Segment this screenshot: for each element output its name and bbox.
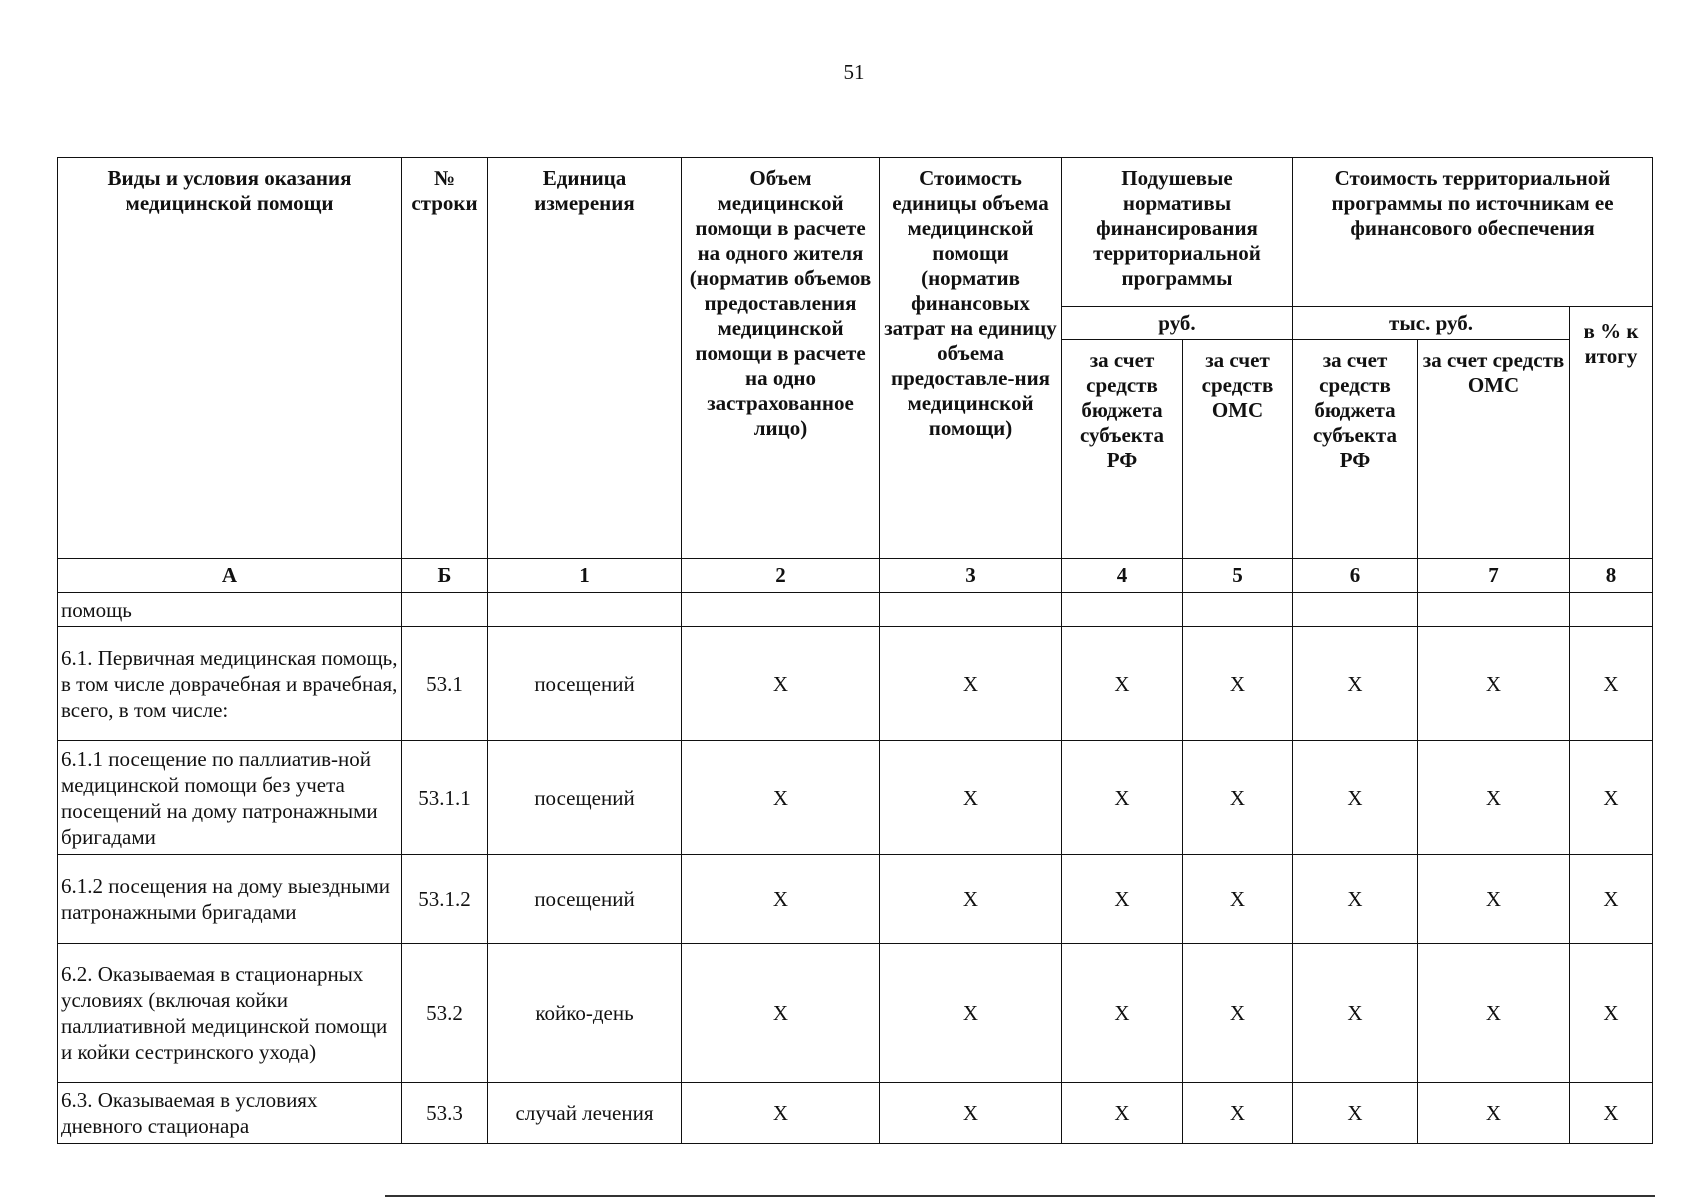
row-name: 6.1.2 посещения на дому выездными патронажными бригадами (58, 855, 402, 944)
row-value: X (682, 855, 880, 944)
row-unit: койко-день (488, 944, 682, 1083)
row-value: X (1062, 741, 1183, 855)
row-unit: посещений (488, 627, 682, 741)
row-name: 6.1. Первичная медицинская помощь, в том числе доврачебная и врачебная, всего, в том числе: (58, 627, 402, 741)
index-cell: 7 (1418, 559, 1570, 593)
row-value: X (880, 944, 1062, 1083)
header-col-7: за счет средств ОМС (1418, 340, 1570, 559)
row-value (682, 593, 880, 627)
index-cell: Б (402, 559, 488, 593)
row-value (1183, 593, 1293, 627)
header-col-b: № строки (402, 158, 488, 559)
row-value: X (682, 944, 880, 1083)
bottom-rule-divider (385, 1195, 1655, 1197)
index-cell: 5 (1183, 559, 1293, 593)
index-cell: 3 (880, 559, 1062, 593)
row-value: X (682, 1083, 880, 1144)
row-value: X (1183, 855, 1293, 944)
row-number: 53.1.2 (402, 855, 488, 944)
row-value: X (1293, 627, 1418, 741)
row-name: 6.2. Оказываемая в стационарных условиях (включая койки паллиативной медицинской помощи и койки сестринского ухода) (58, 944, 402, 1083)
header-cost-program: Стоимость территориальной программы по источникам ее финансового обеспечения (1293, 158, 1653, 307)
row-number: 53.1.1 (402, 741, 488, 855)
row-value: X (1570, 855, 1653, 944)
row-unit (488, 593, 682, 627)
row-name: 6.3. Оказываемая в условиях дневного стационара (58, 1083, 402, 1144)
row-unit: посещений (488, 855, 682, 944)
row-value: X (1418, 741, 1570, 855)
row-value: X (682, 741, 880, 855)
header-percent-total: в % к итогу (1570, 307, 1653, 559)
row-name: помощь (58, 593, 402, 627)
row-value (1062, 593, 1183, 627)
row-number: 53.1 (402, 627, 488, 741)
row-value: X (1062, 855, 1183, 944)
row-unit: посещений (488, 741, 682, 855)
row-value: X (1293, 855, 1418, 944)
table-row (58, 944, 1653, 1083)
row-value: X (880, 1083, 1062, 1144)
header-rub: руб. (1062, 307, 1293, 340)
row-value: X (1418, 627, 1570, 741)
row-number: 53.2 (402, 944, 488, 1083)
header-col-2: Объем медицинской помощи в расчете на одного жителя (норматив объемов предоставления медицинской помощи в расчете на одно застрахованное лицо) (682, 158, 880, 559)
row-value (880, 593, 1062, 627)
header-col-a: Виды и условия оказания медицинской помощи (58, 158, 402, 559)
row-value: X (1570, 944, 1653, 1083)
header-per-capita: Подушевые нормативы финансирования территориальной программы (1062, 158, 1293, 307)
row-value: X (880, 627, 1062, 741)
row-value: X (1062, 944, 1183, 1083)
index-cell: 4 (1062, 559, 1183, 593)
row-value: X (1570, 741, 1653, 855)
row-value: X (1293, 944, 1418, 1083)
index-cell: 8 (1570, 559, 1653, 593)
table-row (58, 593, 1653, 627)
table-row (58, 741, 1653, 855)
row-name: 6.1.1 посещение по паллиатив-ной медицинской помощи без учета посещений на дому патронажными бригадами (58, 741, 402, 855)
table-row (58, 1083, 1653, 1144)
row-value: X (1293, 1083, 1418, 1144)
row-value: X (1418, 855, 1570, 944)
header-col-5: за счет средств ОМС (1183, 340, 1293, 559)
header-thous-rub: тыс. руб. (1293, 307, 1570, 340)
row-value: X (1418, 1083, 1570, 1144)
row-number: 53.3 (402, 1083, 488, 1144)
index-cell: А (58, 559, 402, 593)
row-value: X (1293, 741, 1418, 855)
header-col-1: Единица измерения (488, 158, 682, 559)
page-number: 51 (843, 60, 865, 84)
index-row (58, 559, 1653, 593)
row-value: X (1183, 1083, 1293, 1144)
row-value: X (1570, 627, 1653, 741)
row-value (1418, 593, 1570, 627)
table-row (58, 855, 1653, 944)
row-value: X (880, 855, 1062, 944)
row-value: X (1062, 1083, 1183, 1144)
row-value: X (1062, 627, 1183, 741)
header-col-4: за счет средств бюджета субъекта РФ (1062, 340, 1183, 559)
header-col-3: Стоимость единицы объема медицинской помощи (норматив финансовых затрат на единицу объема предоставле-ния медицинской помощи) (880, 158, 1062, 559)
index-cell: 6 (1293, 559, 1418, 593)
index-cell: 1 (488, 559, 682, 593)
row-value: X (1183, 944, 1293, 1083)
header-col-6: за счет средств бюджета субъекта РФ (1293, 340, 1418, 559)
row-value (1293, 593, 1418, 627)
row-value (1570, 593, 1653, 627)
index-cell: 2 (682, 559, 880, 593)
row-value: X (880, 741, 1062, 855)
row-value: X (1570, 1083, 1653, 1144)
row-unit: случай лечения (488, 1083, 682, 1144)
row-value: X (1183, 627, 1293, 741)
row-value: X (1183, 741, 1293, 855)
territorial-program-table (57, 157, 1653, 1144)
row-value: X (1418, 944, 1570, 1083)
table-row (58, 627, 1653, 741)
row-value: X (682, 627, 880, 741)
row-number (402, 593, 488, 627)
